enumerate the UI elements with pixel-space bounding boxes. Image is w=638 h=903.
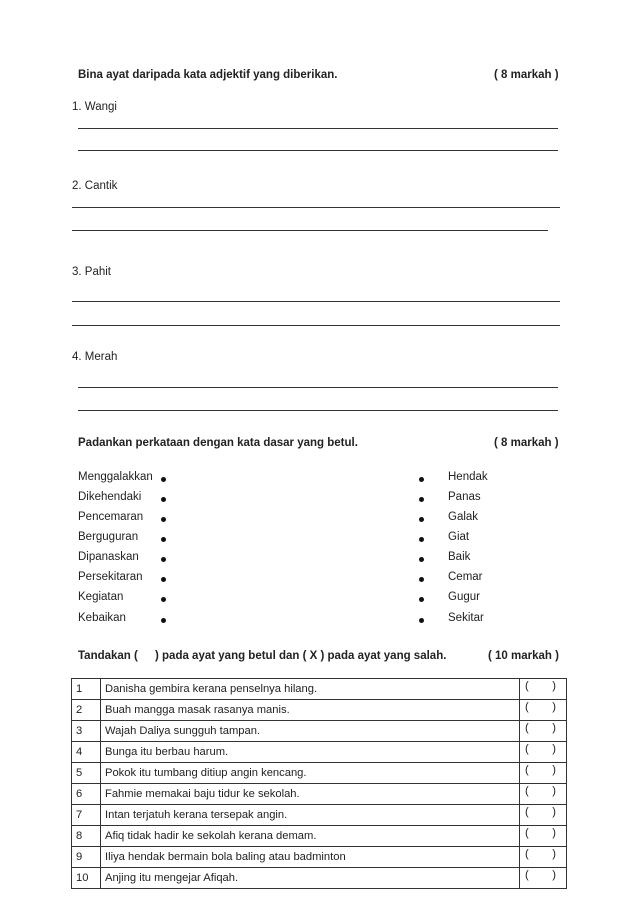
close-paren: ) — [552, 869, 556, 881]
row-sentence: Pokok itu tumbang ditiup angin kencang. — [101, 763, 520, 784]
close-paren: ) — [552, 701, 556, 713]
close-paren: ) — [552, 722, 556, 734]
question-2-label: 2. Cantik — [72, 180, 118, 192]
match-left-bullet-icon[interactable] — [161, 477, 166, 482]
match-left-word: Dikehendaki — [78, 491, 142, 503]
answer-box[interactable] — [520, 784, 567, 805]
match-right-word: Gugur — [448, 591, 480, 603]
open-paren: ( — [525, 827, 529, 839]
match-left-bullet-icon[interactable] — [161, 557, 166, 562]
table-row — [72, 721, 567, 742]
match-left-word: Berguguran — [78, 531, 139, 543]
row-number: 5 — [72, 763, 101, 784]
open-paren: ( — [525, 785, 529, 797]
row-number: 1 — [72, 679, 101, 700]
row-sentence: Buah mangga masak rasanya manis. — [101, 700, 520, 721]
match-right-bullet-icon[interactable] — [419, 597, 424, 602]
answer-line[interactable] — [78, 410, 558, 411]
row-number: 10 — [72, 868, 101, 889]
section3-instruction-a: Tandakan ( — [78, 650, 138, 662]
table-row — [72, 784, 567, 805]
close-paren: ) — [552, 764, 556, 776]
row-sentence: Danisha gembira kerana penselnya hilang. — [101, 679, 520, 700]
answer-line[interactable] — [72, 207, 560, 208]
answer-line[interactable] — [78, 150, 558, 151]
answer-box[interactable] — [520, 679, 567, 700]
match-right-bullet-icon[interactable] — [419, 477, 424, 482]
match-left-word: Kebaikan — [78, 612, 126, 624]
table-row — [72, 868, 567, 889]
open-paren: ( — [525, 722, 529, 734]
match-left-bullet-icon[interactable] — [161, 597, 166, 602]
answer-line[interactable] — [78, 387, 558, 388]
table-row — [72, 805, 567, 826]
table-row — [72, 679, 567, 700]
match-left-word: Dipanaskan — [78, 551, 139, 563]
table-row — [72, 742, 567, 763]
open-paren: ( — [525, 806, 529, 818]
match-right-word: Galak — [448, 511, 479, 523]
section2-marks: ( 8 markah ) — [494, 437, 559, 449]
answer-box[interactable] — [520, 826, 567, 847]
table-row — [72, 700, 567, 721]
close-paren: ) — [552, 680, 556, 692]
row-number: 3 — [72, 721, 101, 742]
answer-line[interactable] — [72, 325, 560, 326]
open-paren: ( — [525, 869, 529, 881]
match-left-bullet-icon[interactable] — [161, 537, 166, 542]
match-right-bullet-icon[interactable] — [419, 618, 424, 623]
section1-marks: ( 8 markah ) — [494, 69, 559, 81]
open-paren: ( — [525, 680, 529, 692]
answer-box[interactable] — [520, 763, 567, 784]
close-paren: ) — [552, 785, 556, 797]
answer-box[interactable] — [520, 742, 567, 763]
row-number: 8 — [72, 826, 101, 847]
match-right-word: Cemar — [448, 571, 483, 583]
table-row — [72, 826, 567, 847]
row-number: 2 — [72, 700, 101, 721]
match-left-word: Kegiatan — [78, 591, 124, 603]
section2-instruction: Padankan perkataan dengan kata dasar yang betul. — [78, 437, 358, 449]
match-right-bullet-icon[interactable] — [419, 557, 424, 562]
row-number: 4 — [72, 742, 101, 763]
match-right-word: Sekitar — [448, 612, 484, 624]
table-row — [72, 763, 567, 784]
table-row — [72, 847, 567, 868]
close-paren: ) — [552, 743, 556, 755]
answer-line[interactable] — [78, 128, 558, 129]
section3-instruction-b: ) pada ayat yang betul dan ( X ) pada ayat yang salah. — [155, 650, 447, 662]
match-right-word: Hendak — [448, 471, 488, 483]
match-left-word: Pencemaran — [78, 511, 144, 523]
match-right-bullet-icon[interactable] — [419, 537, 424, 542]
row-number: 7 — [72, 805, 101, 826]
section1-instruction: Bina ayat daripada kata adjektif yang diberikan. — [78, 69, 338, 81]
row-number: 6 — [72, 784, 101, 805]
close-paren: ) — [552, 827, 556, 839]
row-sentence: Fahmie memakai baju tidur ke sekolah. — [101, 784, 520, 805]
true-false-table — [71, 678, 567, 889]
row-number: 9 — [72, 847, 101, 868]
close-paren: ) — [552, 806, 556, 818]
match-right-word: Giat — [448, 531, 470, 543]
match-right-word: Panas — [448, 491, 481, 503]
question-3-label: 3. Pahit — [72, 266, 111, 278]
row-sentence: Intan terjatuh kerana tersepak angin. — [101, 805, 520, 826]
answer-box[interactable] — [520, 847, 567, 868]
close-paren: ) — [552, 848, 556, 860]
match-left-bullet-icon[interactable] — [161, 517, 166, 522]
match-left-word: Menggalakkan — [78, 471, 153, 483]
open-paren: ( — [525, 848, 529, 860]
row-sentence: Iliya hendak bermain bola baling atau badminton — [101, 847, 520, 868]
match-left-word: Persekitaran — [78, 571, 143, 583]
section3-marks: ( 10 markah ) — [488, 650, 559, 662]
match-right-bullet-icon[interactable] — [419, 497, 424, 502]
answer-box[interactable] — [520, 700, 567, 721]
open-paren: ( — [525, 743, 529, 755]
open-paren: ( — [525, 701, 529, 713]
question-1-label: 1. Wangi — [72, 101, 117, 113]
answer-line[interactable] — [72, 301, 560, 302]
match-left-bullet-icon[interactable] — [161, 497, 166, 502]
answer-box[interactable] — [520, 868, 567, 889]
open-paren: ( — [525, 764, 529, 776]
row-sentence: Anjing itu mengejar Afiqah. — [101, 868, 520, 889]
match-right-bullet-icon[interactable] — [419, 517, 424, 522]
answer-box[interactable] — [520, 721, 567, 742]
row-sentence: Afiq tidak hadir ke sekolah kerana demam. — [101, 826, 520, 847]
question-4-label: 4. Merah — [72, 351, 118, 363]
row-sentence: Bunga itu berbau harum. — [101, 742, 520, 763]
row-sentence: Wajah Daliya sungguh tampan. — [101, 721, 520, 742]
match-left-bullet-icon[interactable] — [161, 577, 166, 582]
answer-line[interactable] — [72, 230, 548, 231]
answer-box[interactable] — [520, 805, 567, 826]
match-right-bullet-icon[interactable] — [419, 577, 424, 582]
match-right-word: Baik — [448, 551, 471, 563]
match-left-bullet-icon[interactable] — [161, 618, 166, 623]
